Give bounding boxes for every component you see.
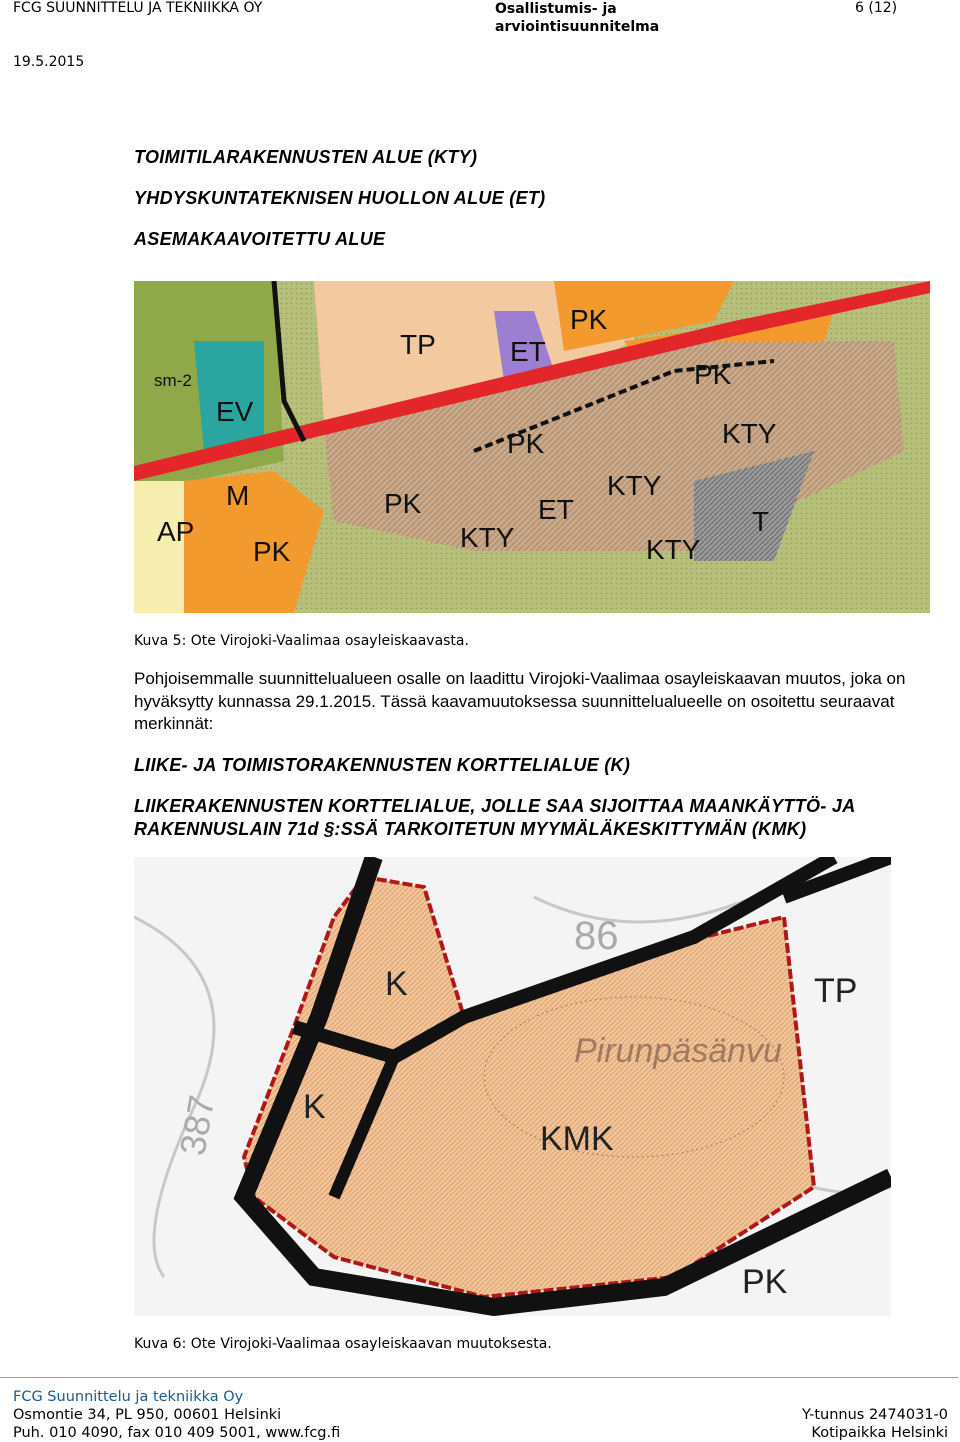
heading-et: YHDYSKUNTATEKNISEN HUOLLON ALUE (ET) xyxy=(134,188,546,208)
map1-label: ET xyxy=(538,494,574,525)
footer-contact: Puh. 010 4090, fax 010 409 5001, www.fcg.fi xyxy=(13,1425,341,1441)
footer-business-id: Y-tunnus 2474031-0 xyxy=(801,1407,948,1423)
map1-label: M xyxy=(226,480,250,511)
map2-label: KMK xyxy=(540,1119,614,1158)
map1-label: ET xyxy=(510,336,546,367)
map-osayleiskaava-muutos xyxy=(134,857,891,1316)
header-page-number: 6 (12) xyxy=(855,0,898,16)
map1-label: PK xyxy=(694,359,732,390)
footer-address: Osmontie 34, PL 950, 00601 Helsinki xyxy=(13,1407,282,1423)
figure-caption-5: Kuva 5: Ote Virojoki-Vaalimaa osayleiskaavasta. xyxy=(134,633,469,649)
map-osayleiskaava xyxy=(134,281,930,613)
body-paragraph: Pohjoisemmalle suunnittelualueen osalle on laadittu Virojoki-Vaalimaa osayleiskaavan muutos, joka on hyväksytty kunnassa 29.1.2015. Tässä kaavamuutoksessa suunnittelualueelle on osoitettu seuraavat merkinnät: xyxy=(134,669,906,733)
header-date: 19.5.2015 xyxy=(13,54,85,70)
heading-kty: TOIMITILARAKENNUSTEN ALUE (KTY) xyxy=(134,147,478,167)
map2-label: K xyxy=(385,964,408,1003)
header-doc-title: Osallistumis- ja arviointisuunnitelma xyxy=(495,1,660,35)
map1-label: PK xyxy=(253,536,291,567)
map2-label: Pirunpäsänvu xyxy=(574,1031,782,1070)
map1-label: TP xyxy=(400,329,436,360)
map1-label: sm-2 xyxy=(154,371,192,390)
map1-label: PK xyxy=(570,304,608,335)
footer-company: FCG Suunnittelu ja tekniikka Oy xyxy=(13,1389,244,1405)
page-content xyxy=(134,146,954,1353)
map2-label: K xyxy=(303,1087,326,1126)
map1-label: KTY xyxy=(646,534,701,565)
map1-label: EV xyxy=(216,396,254,427)
map1-label: KTY xyxy=(722,418,777,449)
map2-label: 387 xyxy=(171,1091,223,1158)
map1-label: KTY xyxy=(607,470,662,501)
map2-label: PK xyxy=(742,1262,788,1301)
map1-label: PK xyxy=(507,428,545,459)
heading-asemakaava: ASEMAKAAVOITETTU ALUE xyxy=(134,229,386,249)
footer-divider xyxy=(0,1377,958,1378)
map2-label: TP xyxy=(814,971,858,1010)
map1-label: PK xyxy=(384,488,422,519)
map1-label: T xyxy=(752,506,770,537)
header-company: FCG SUUNNITTELU JA TEKNIIKKA OY xyxy=(13,0,263,16)
heading-k: LIIKE- JA TOIMISTORAKENNUSTEN KORTTELIALUE (K) xyxy=(134,754,631,775)
heading-kmk: LIIKERAKENNUSTEN KORTTELIALUE, JOLLE SAA SIJOITTAA MAANKÄYTTÖ- JA RAKENNUSLAIN 71d §:SSÄ TARKOITETUN MYYMÄLÄKESKITTYMÄN (KMK) xyxy=(134,795,855,839)
map1-label: AP xyxy=(157,516,195,547)
map1-label: KTY xyxy=(460,522,515,553)
figure-caption-6: Kuva 6: Ote Virojoki-Vaalimaa osayleiskaavan muutoksesta. xyxy=(134,1335,552,1352)
footer-domicile: Kotipaikka Helsinki xyxy=(811,1425,948,1441)
map2-label: 86 xyxy=(574,913,619,958)
